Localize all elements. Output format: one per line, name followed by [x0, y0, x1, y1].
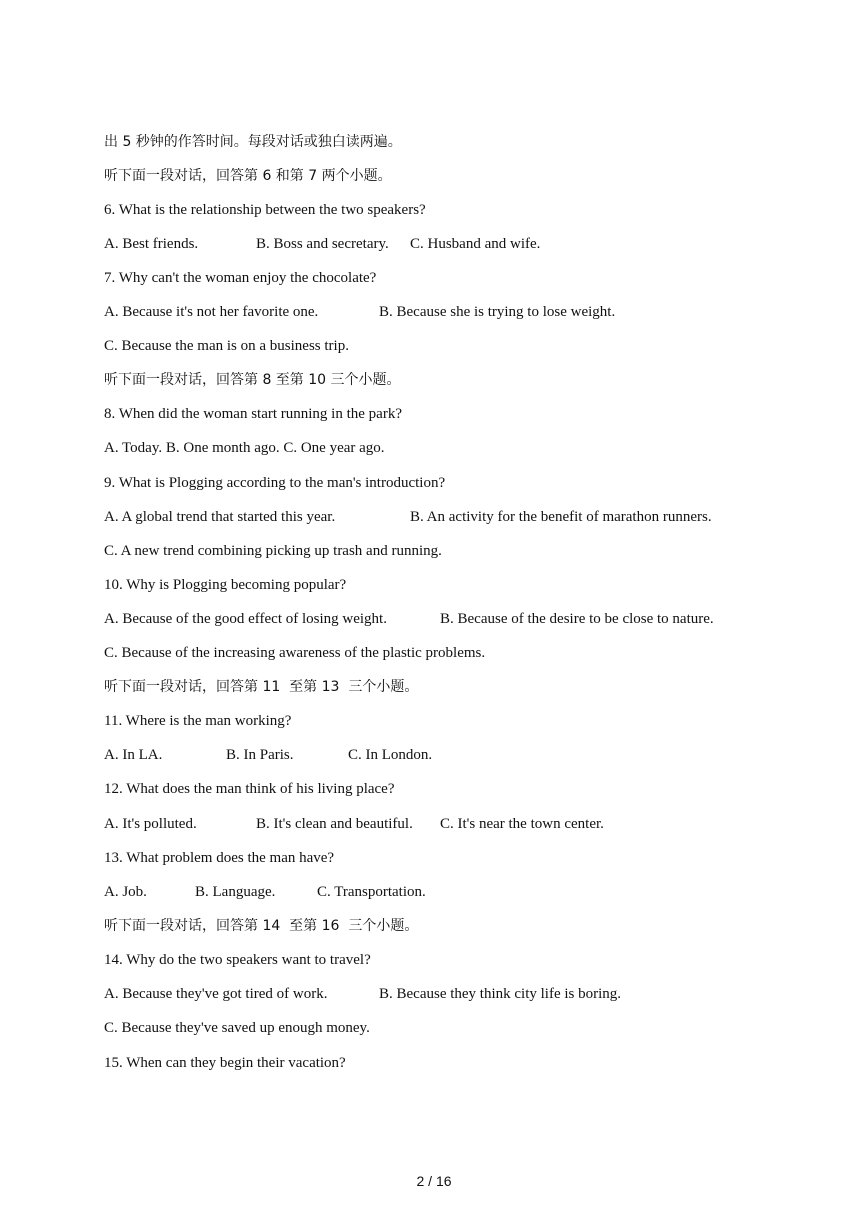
section-heading: 听下面一段对话，回答第 14 至第 16 三个小题。 [104, 918, 419, 934]
option-a: A. Because they've got tired of work. [104, 986, 328, 1002]
option-a: A. Because of the good effect of losing weight. [104, 611, 387, 627]
section-heading: 听下面一段对话，回答第 8 至第 10 三个小题。 [104, 372, 401, 388]
question-11: 11. Where is the man working? [104, 713, 292, 729]
option-c: C. Husband and wife. [410, 236, 541, 252]
option-c: C. It's near the town center. [440, 816, 604, 832]
question-14: 14. Why do the two speakers want to travel? [104, 952, 371, 968]
option-b: B. An activity for the benefit of marathon runners. [410, 509, 712, 525]
instruction-text: 出 5 秒钟的作答时间。每段对话或独白读两遍。 [104, 134, 402, 150]
question-6: 6. What is the relationship between the two speakers? [104, 202, 426, 218]
option-a: A. Job. [104, 884, 147, 900]
question-10: 10. Why is Plogging becoming popular? [104, 577, 347, 593]
section-heading: 听下面一段对话，回答第 6 和第 7 两个小题。 [104, 168, 392, 184]
option-c: C. Transportation. [317, 884, 426, 900]
option-b: B. Because they think city life is boring. [379, 986, 622, 1002]
option-a: A. In LA. [104, 747, 163, 763]
option-c: C. Because they've saved up enough money. [104, 1020, 370, 1036]
section-heading: 听下面一段对话，回答第 11 至第 13 三个小题。 [104, 679, 419, 695]
option-c: C. Because the man is on a business trip. [104, 338, 349, 354]
option-b: B. It's clean and beautiful. [256, 816, 413, 832]
option-a: A. A global trend that started this year. [104, 509, 336, 525]
page-number: 2 / 16 [416, 1173, 452, 1189]
option-b: B. Boss and secretary. [256, 236, 389, 252]
option-c: C. Because of the increasing awareness of the plastic problems. [104, 645, 486, 661]
option-c: C. In London. [348, 747, 433, 763]
question-13: 13. What problem does the man have? [104, 850, 335, 866]
option-c: C. A new trend combining picking up trash and running. [104, 543, 442, 559]
options-row: A. Today. B. One month ago. C. One year ago. [104, 440, 385, 456]
option-b: B. In Paris. [226, 747, 294, 763]
option-a: A. Because it's not her favorite one. [104, 304, 319, 320]
question-9: 9. What is Plogging according to the man's introduction? [104, 475, 446, 491]
option-a: A. It's polluted. [104, 816, 197, 832]
question-15: 15. When can they begin their vacation? [104, 1055, 346, 1071]
question-8: 8. When did the woman start running in the park? [104, 406, 402, 422]
question-12: 12. What does the man think of his living place? [104, 781, 395, 797]
option-b: B. Because of the desire to be close to nature. [440, 611, 714, 627]
option-b: B. Language. [195, 884, 276, 900]
option-b: B. Because she is trying to lose weight. [379, 304, 616, 320]
question-7: 7. Why can't the woman enjoy the chocolate? [104, 270, 377, 286]
option-a: A. Best friends. [104, 236, 199, 252]
